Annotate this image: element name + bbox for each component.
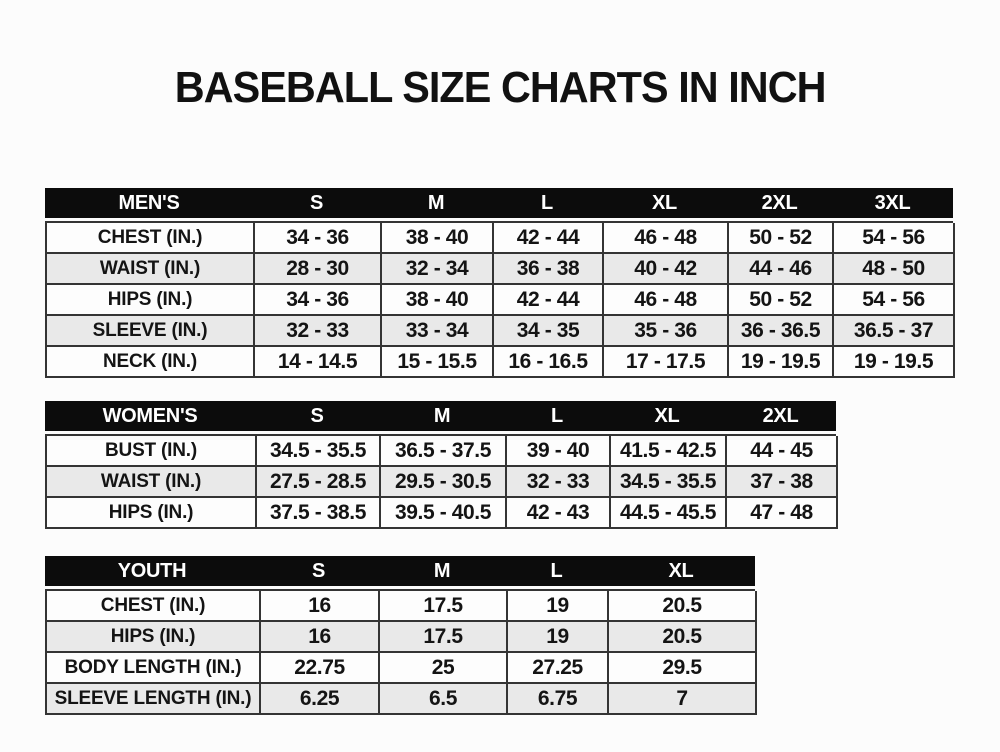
mens-size-value-cell: 34 - 36 — [255, 285, 382, 316]
youth-row-label: HIPS (IN.) — [47, 622, 261, 653]
mens-size-value-cell: 48 - 50 — [834, 254, 955, 285]
mens-size-value-cell: 42 - 44 — [494, 285, 604, 316]
womens-size-value-cell: 32 - 33 — [507, 467, 611, 498]
mens-size-value-cell: 35 - 36 — [604, 316, 729, 347]
youth-table-title: YOUTH — [117, 559, 187, 582]
mens-size-value-cell: 33 - 34 — [382, 316, 494, 347]
mens-row-label: SLEEVE (IN.) — [47, 316, 255, 347]
womens-table-body — [45, 434, 836, 529]
womens-table-title: WOMEN'S — [102, 404, 198, 427]
womens-row-label: HIPS (IN.) — [47, 498, 257, 529]
youth-size-column-header: L — [550, 559, 563, 582]
womens-size-column-header: XL — [654, 404, 680, 427]
womens-size-value-cell: 27.5 - 28.5 — [257, 467, 381, 498]
mens-size-value-cell: 38 - 40 — [382, 285, 494, 316]
mens-size-value-cell: 46 - 48 — [604, 223, 729, 254]
womens-row-label: WAIST (IN.) — [47, 467, 257, 498]
womens-size-value-cell: 39 - 40 — [507, 436, 611, 467]
youth-size-value-cell: 19 — [508, 591, 609, 622]
youth-size-column-header: M — [433, 559, 451, 582]
youth-size-value-cell: 17.5 — [380, 591, 508, 622]
womens-size-column-header: L — [551, 404, 563, 427]
mens-size-value-cell: 19 - 19.5 — [729, 347, 834, 378]
mens-size-column-header: 3XL — [874, 191, 911, 214]
youth-size-value-cell: 17.5 — [380, 622, 508, 653]
mens-size-column-header: M — [427, 191, 445, 214]
youth-size-value-cell: 6.75 — [508, 684, 609, 715]
mens-size-value-cell: 16 - 16.5 — [494, 347, 604, 378]
mens-header-row — [45, 188, 953, 218]
youth-size-value-cell: 29.5 — [609, 653, 757, 684]
mens-size-value-cell: 42 - 44 — [494, 223, 604, 254]
mens-size-value-cell: 28 - 30 — [255, 254, 382, 285]
womens-size-value-cell: 41.5 - 42.5 — [611, 436, 727, 467]
mens-row-label: NECK (IN.) — [47, 347, 255, 378]
youth-row-label: SLEEVE LENGTH (IN.) — [47, 684, 261, 715]
womens-size-value-cell: 44 - 45 — [727, 436, 838, 467]
mens-size-column-header: XL — [652, 191, 677, 214]
mens-size-value-cell: 34 - 35 — [494, 316, 604, 347]
mens-size-value-cell: 36 - 36.5 — [729, 316, 834, 347]
mens-row-label: CHEST (IN.) — [47, 223, 255, 254]
youth-size-value-cell: 20.5 — [609, 622, 757, 653]
youth-size-value-cell: 7 — [609, 684, 757, 715]
youth-header-row — [45, 556, 755, 586]
youth-table-body — [45, 589, 755, 715]
womens-size-column-header: M — [433, 404, 451, 427]
youth-size-value-cell: 27.25 — [508, 653, 609, 684]
womens-size-column-header: 2XL — [762, 404, 799, 427]
youth-size-column-header: XL — [668, 559, 694, 582]
youth-size-value-cell: 19 — [508, 622, 609, 653]
youth-size-value-cell: 6.5 — [380, 684, 508, 715]
mens-row-label: HIPS (IN.) — [47, 285, 255, 316]
mens-size-value-cell: 54 - 56 — [834, 223, 955, 254]
youth-size-value-cell: 6.25 — [261, 684, 380, 715]
womens-size-value-cell: 34.5 - 35.5 — [611, 467, 727, 498]
mens-size-value-cell: 32 - 34 — [382, 254, 494, 285]
mens-size-value-cell: 15 - 15.5 — [382, 347, 494, 378]
womens-size-value-cell: 47 - 48 — [727, 498, 838, 529]
youth-row-label: BODY LENGTH (IN.) — [47, 653, 261, 684]
mens-size-table — [45, 188, 953, 378]
size-tables-container — [45, 188, 1000, 715]
mens-table-title: MEN'S — [118, 191, 180, 214]
womens-size-value-cell: 29.5 - 30.5 — [381, 467, 507, 498]
mens-size-value-cell: 54 - 56 — [834, 285, 955, 316]
womens-size-value-cell: 39.5 - 40.5 — [381, 498, 507, 529]
youth-size-value-cell: 20.5 — [609, 591, 757, 622]
mens-size-column-header: 2XL — [761, 191, 798, 214]
mens-size-value-cell: 40 - 42 — [604, 254, 729, 285]
mens-size-value-cell: 38 - 40 — [382, 223, 494, 254]
youth-row-label: CHEST (IN.) — [47, 591, 261, 622]
page-title — [0, 0, 1000, 110]
mens-size-value-cell: 34 - 36 — [255, 223, 382, 254]
youth-size-value-cell: 25 — [380, 653, 508, 684]
womens-size-value-cell: 37.5 - 38.5 — [257, 498, 381, 529]
womens-size-value-cell: 44.5 - 45.5 — [611, 498, 727, 529]
youth-size-value-cell: 22.75 — [261, 653, 380, 684]
womens-size-column-header: S — [310, 404, 324, 427]
womens-size-value-cell: 42 - 43 — [507, 498, 611, 529]
mens-size-value-cell: 36.5 - 37 — [834, 316, 955, 347]
womens-size-value-cell: 36.5 - 37.5 — [381, 436, 507, 467]
youth-size-value-cell: 16 — [261, 622, 380, 653]
mens-size-value-cell: 50 - 52 — [729, 223, 834, 254]
youth-size-value-cell: 16 — [261, 591, 380, 622]
mens-table-body — [45, 221, 953, 378]
womens-size-value-cell: 34.5 - 35.5 — [257, 436, 381, 467]
mens-size-column-header: L — [541, 191, 553, 214]
page-title-text: BASEBALL SIZE CHARTS IN INCH — [174, 63, 826, 112]
youth-size-column-header: S — [311, 559, 326, 582]
womens-size-table — [45, 401, 836, 529]
mens-row-label: WAIST (IN.) — [47, 254, 255, 285]
youth-size-table — [45, 556, 755, 715]
mens-size-value-cell: 36 - 38 — [494, 254, 604, 285]
womens-row-label: BUST (IN.) — [47, 436, 257, 467]
mens-size-value-cell: 50 - 52 — [729, 285, 834, 316]
womens-header-row — [45, 401, 836, 431]
womens-size-value-cell: 37 - 38 — [727, 467, 838, 498]
mens-size-value-cell: 14 - 14.5 — [255, 347, 382, 378]
mens-size-value-cell: 44 - 46 — [729, 254, 834, 285]
mens-size-value-cell: 46 - 48 — [604, 285, 729, 316]
mens-size-value-cell: 19 - 19.5 — [834, 347, 955, 378]
mens-size-value-cell: 17 - 17.5 — [604, 347, 729, 378]
mens-size-column-header: S — [309, 191, 324, 214]
mens-size-value-cell: 32 - 33 — [255, 316, 382, 347]
